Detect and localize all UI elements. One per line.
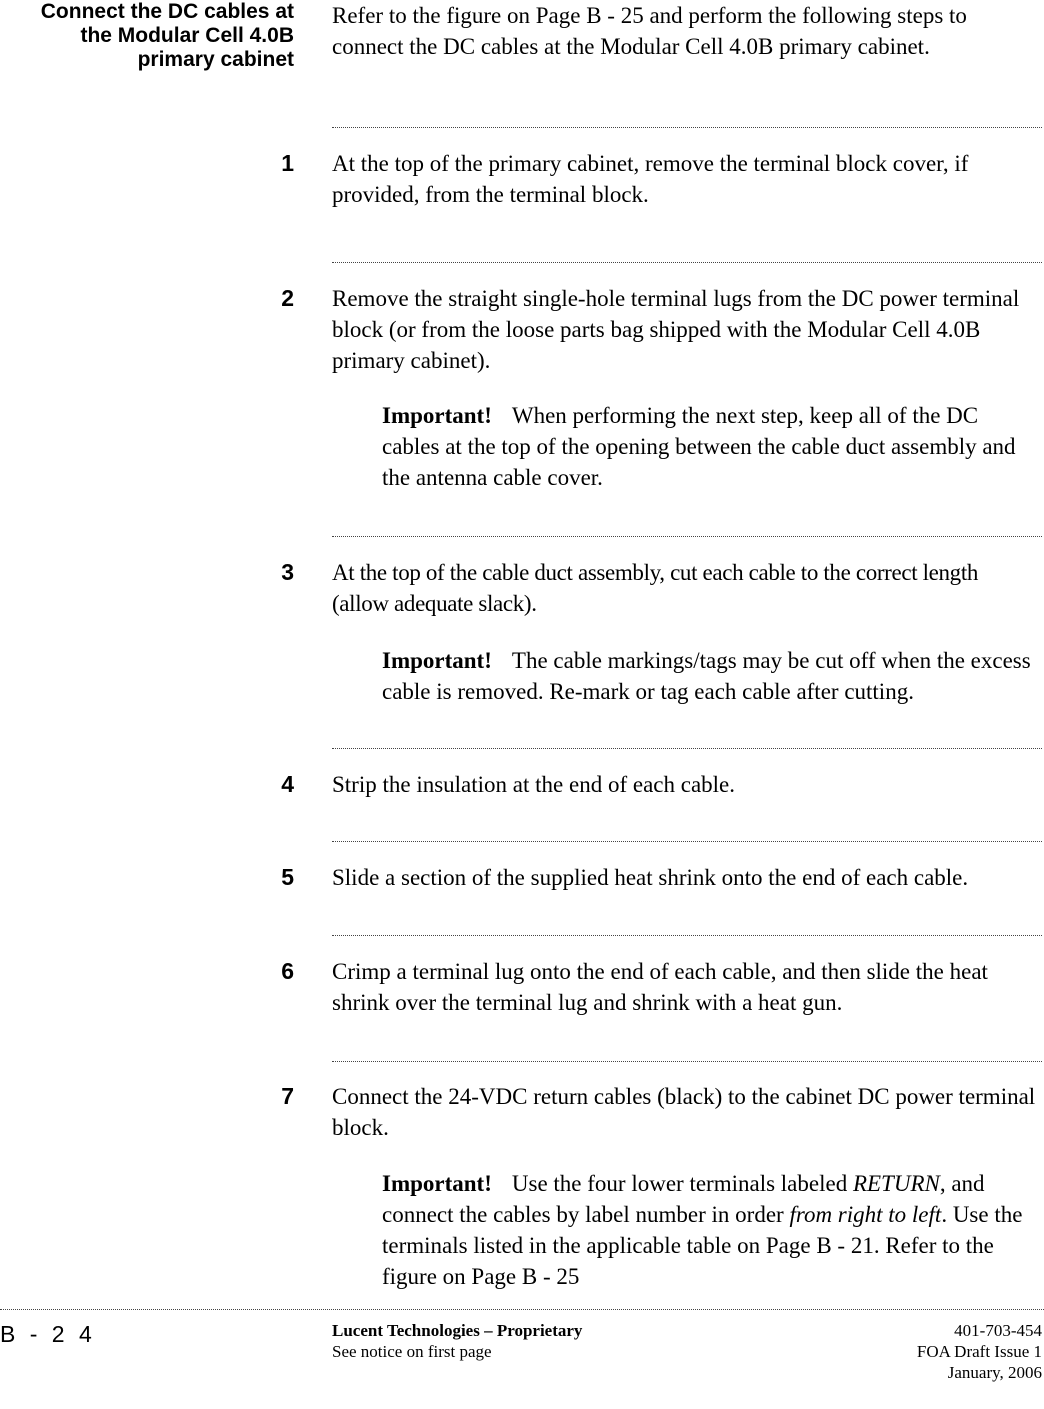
page-number: B - 2 4 <box>0 1321 96 1347</box>
issue-label: FOA Draft Issue 1 <box>916 1342 1042 1361</box>
footer-doc-info <box>917 1320 1042 1383</box>
proprietary-label: Lucent Technologies – Proprietary <box>332 1321 583 1340</box>
section-heading <box>0 0 294 72</box>
step-divider <box>332 262 1042 263</box>
step-number: 6 <box>281 958 294 984</box>
notice-text: See notice on first page <box>332 1342 492 1361</box>
step-divider <box>332 935 1042 936</box>
doc-number: 401-703-454 <box>954 1321 1042 1340</box>
important-label: Important! <box>382 403 492 428</box>
issue-date: January, 2006 <box>947 1363 1042 1382</box>
step-number: 5 <box>281 864 294 890</box>
step-text: Strip the insulation at the end of each cable. <box>332 772 736 797</box>
note-text-part: Use the four lower terminals labeled <box>511 1171 853 1196</box>
note-emphasis: from right to left <box>789 1202 942 1227</box>
step-text: Slide a section of the supplied heat shrink onto the end of each cable. <box>332 865 969 890</box>
step-divider <box>332 536 1042 537</box>
step-text: Remove the straight single-hole terminal lugs from the DC power terminal block (or from the loose parts bag shipped with the Modular Cell 4.0B primary cabinet). <box>332 286 1020 373</box>
step-number: 7 <box>281 1083 294 1109</box>
important-text: The cable markings/tags may be cut off when the excess cable is removed. Re-mark or tag each cable after cutting. <box>382 648 1031 704</box>
step-text: At the top of the cable duct assembly, cut each cable to the correct length (allow adequate slack). <box>332 560 979 616</box>
section-heading-line: the Modular Cell 4.0B <box>80 24 294 47</box>
step-number: 2 <box>281 285 294 311</box>
step-divider <box>332 127 1042 128</box>
note-text-part: , and connect the cables by label number in order <box>382 1171 985 1227</box>
section-heading-line: primary cabinet <box>137 48 294 71</box>
note-text-part: . Use the terminals listed in the applicable table on Page B - 21. Refer to the figure on Page B - 25 <box>382 1202 1023 1289</box>
note-emphasis: RETURN <box>852 1171 940 1196</box>
step-text: At the top of the primary cabinet, remove the terminal block cover, if provided, from the terminal block. <box>332 151 969 207</box>
footer-proprietary-block <box>332 1320 582 1362</box>
important-note <box>382 645 1040 707</box>
step-number: 1 <box>281 150 294 176</box>
important-label: Important! <box>382 648 492 673</box>
step-text: Connect the 24-VDC return cables (black) to the cabinet DC power terminal block. <box>332 1084 1036 1140</box>
step-divider <box>332 1061 1042 1062</box>
footer-divider <box>0 1309 1044 1310</box>
important-label: Important! <box>382 1171 492 1196</box>
important-note <box>382 400 1040 493</box>
step-number: 3 <box>281 559 294 585</box>
important-note <box>382 1168 1040 1292</box>
important-text: When performing the next step, keep all of the DC cables at the top of the opening between the cable duct assembly and the antenna cable cover. <box>382 403 1016 490</box>
section-heading-line: Connect the DC cables at <box>40 0 294 23</box>
step-number: 4 <box>281 771 294 797</box>
intro-paragraph: Refer to the figure on Page B - 25 and perform the following steps to connect the DC cables at the Modular Cell 4.0B primary cabinet. <box>332 3 967 59</box>
step-text: Crimp a terminal lug onto the end of each cable, and then slide the heat shrink over the terminal lug and shrink with a heat gun. <box>332 959 988 1015</box>
step-divider <box>332 748 1042 749</box>
step-divider <box>332 841 1042 842</box>
